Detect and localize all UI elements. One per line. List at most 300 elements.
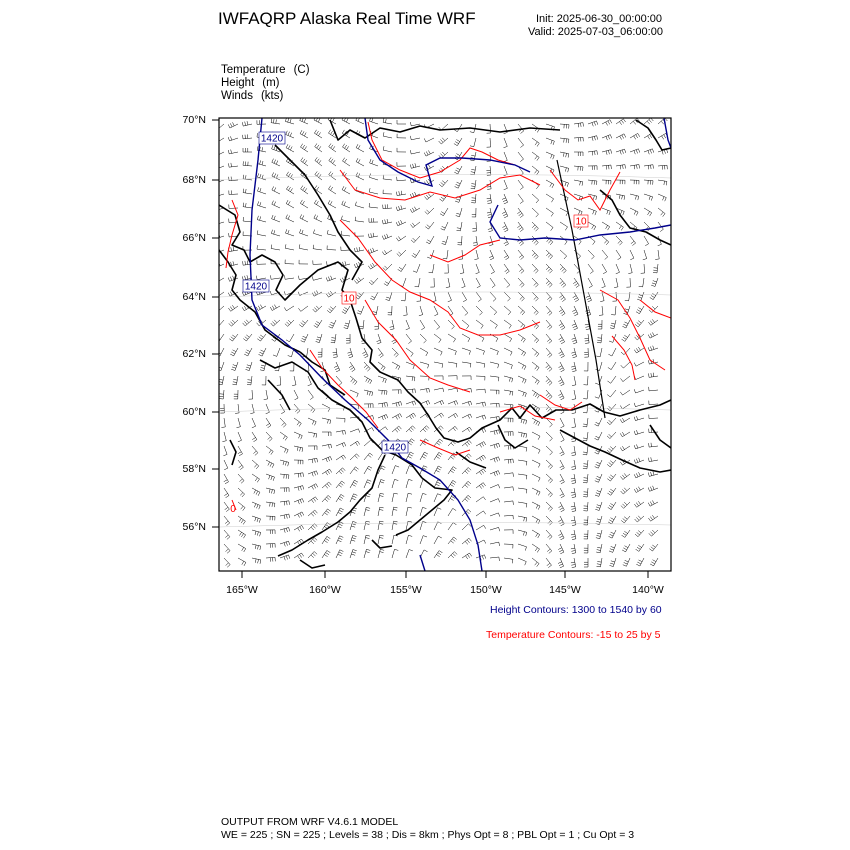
wind-barb <box>644 236 649 246</box>
wind-barb <box>572 320 578 330</box>
wind-barb <box>341 231 350 236</box>
wind-barb <box>224 544 230 553</box>
wind-barb <box>571 544 576 554</box>
wind-barb <box>602 264 607 274</box>
wind-barb <box>243 217 252 222</box>
wind-barb <box>490 376 499 381</box>
wind-barb <box>649 306 658 313</box>
wind-barb <box>266 502 275 507</box>
wind-barb <box>378 521 384 530</box>
wind-barb <box>532 138 539 147</box>
lat-label: 56°N <box>182 521 206 533</box>
wind-barb <box>546 222 553 231</box>
wind-barb <box>634 472 644 478</box>
wind-barb <box>546 446 553 455</box>
wind-barb <box>322 404 330 412</box>
wind-barb <box>368 248 378 254</box>
wind-barb <box>271 320 280 326</box>
wind-barb <box>649 443 658 447</box>
height-contours <box>250 118 671 571</box>
wind-barb <box>430 278 434 287</box>
field-name: Temperature <box>221 64 286 76</box>
wind-barb <box>322 469 332 475</box>
wind-barb <box>224 502 229 512</box>
wind-barb <box>392 466 399 474</box>
wind-barb <box>271 275 281 279</box>
wind-barb <box>420 536 427 544</box>
wind-barb <box>583 432 588 441</box>
wind-barb <box>518 362 526 370</box>
wind-barb <box>602 236 609 245</box>
wind-barb <box>294 525 304 531</box>
wind-barb <box>622 530 630 537</box>
wind-barb <box>648 500 658 506</box>
wind-barb <box>243 334 252 341</box>
wind-barb <box>364 390 373 396</box>
wind-barb <box>229 163 239 167</box>
lat-label: 70°N <box>182 114 206 126</box>
wind-barb <box>560 208 568 216</box>
wind-barb <box>602 250 608 260</box>
wind-barb <box>298 292 308 296</box>
wind-barb <box>413 264 420 272</box>
wind-barb <box>312 276 322 280</box>
wind-barb <box>560 124 569 129</box>
wind-barb <box>602 135 612 141</box>
wind-barb <box>386 292 393 301</box>
wind-barb <box>383 204 392 208</box>
wind-barb <box>292 376 296 386</box>
wind-barb <box>238 432 242 442</box>
wind-barb <box>406 535 412 544</box>
wind-barb <box>383 132 392 138</box>
wind-barb <box>546 516 552 525</box>
wind-barb <box>257 201 266 208</box>
wind-barb <box>546 264 552 273</box>
wind-barb <box>621 502 630 508</box>
wind-barb <box>272 172 280 180</box>
wind-barb <box>434 508 441 516</box>
wind-barb <box>314 320 322 328</box>
wind-barb <box>439 152 448 158</box>
wind-barb <box>532 208 539 217</box>
wind-barb <box>318 348 322 357</box>
wind-barb <box>364 362 370 371</box>
wind-barb <box>238 544 246 552</box>
wind-barb <box>333 348 338 358</box>
wind-barb <box>476 497 486 502</box>
wind-barb <box>286 215 294 222</box>
wind-barb <box>378 415 388 421</box>
wind-barb <box>364 453 373 460</box>
wind-barb <box>558 558 564 568</box>
wind-barb <box>559 320 565 330</box>
wind-barb <box>546 530 552 539</box>
wind-barb <box>439 138 448 144</box>
wind-barb <box>300 214 308 222</box>
wind-barb <box>649 373 659 378</box>
wind-barb <box>546 362 552 371</box>
wind-barb <box>574 137 583 141</box>
wind-barb <box>648 457 658 461</box>
wind-barb <box>266 446 273 455</box>
wind-barb <box>398 264 406 272</box>
wind-barb <box>427 250 434 259</box>
wind-barb <box>532 390 540 398</box>
wind-barb <box>285 244 294 250</box>
wind-barb <box>546 138 554 145</box>
wind-barb <box>308 418 316 425</box>
wind-barb <box>420 493 426 502</box>
wind-barb <box>595 474 602 482</box>
wind-barb <box>286 131 294 138</box>
wind-barb <box>262 376 266 385</box>
wind-barb <box>574 180 583 186</box>
wind-barb <box>440 208 448 216</box>
wind-barb <box>616 134 626 140</box>
wind-barb <box>609 544 616 552</box>
wind-barb <box>434 388 444 392</box>
wind-barb <box>571 348 576 358</box>
wind-barb <box>655 250 659 260</box>
wind-barb <box>518 376 526 383</box>
wind-barb <box>588 121 598 126</box>
wind-barb <box>383 118 392 124</box>
wind-barb <box>448 348 456 355</box>
wind-barb <box>583 446 588 455</box>
wind-barb <box>634 389 644 393</box>
wind-barb <box>336 536 343 544</box>
wind-barb <box>434 320 440 330</box>
wind-barb <box>546 376 552 385</box>
wind-barb <box>574 208 582 215</box>
wind-barb <box>271 119 280 124</box>
wind-barb <box>546 320 552 329</box>
wind-barb <box>257 260 266 264</box>
wind-barb <box>622 334 630 341</box>
wind-barb <box>420 362 429 368</box>
wind-barb <box>504 515 513 519</box>
wind-barb <box>532 194 539 203</box>
wind-barb <box>277 376 281 385</box>
wind-barb <box>518 348 526 356</box>
wind-barb <box>644 208 652 216</box>
wind-barb <box>616 180 625 184</box>
wind-barb <box>326 276 336 281</box>
height-contour-note: Height Contours: 1300 to 1540 by 60 <box>490 604 662 616</box>
lat-label: 62°N <box>182 348 206 360</box>
temperature-contour-note: Temperature Contours: -15 to 25 by 5 <box>486 629 661 641</box>
wind-barb <box>229 320 238 326</box>
wind-barb <box>329 172 336 181</box>
wind-barb <box>560 236 567 245</box>
lat-label: 66°N <box>182 232 206 244</box>
wind-barb <box>370 159 378 166</box>
wind-barb <box>444 264 448 273</box>
wind-barb <box>396 205 406 210</box>
wind-barb <box>489 250 494 260</box>
wind-barb <box>518 306 525 315</box>
wind-barb <box>546 334 552 343</box>
wind-barb <box>257 230 266 236</box>
model-footer-options: WE = 225 ; SN = 225 ; Levels = 38 ; Dis = 8km ; Phys Opt = 8 ; PBL Opt = 1 ; Cu Opt = 3 <box>221 829 635 841</box>
wind-barb <box>571 488 576 498</box>
wind-barb <box>634 487 644 493</box>
wind-barb <box>611 306 616 315</box>
wind-barb <box>626 278 630 287</box>
wind-barb <box>518 180 523 190</box>
wind-barb <box>313 306 322 312</box>
wind-barb <box>599 306 603 315</box>
wind-barb <box>596 530 602 539</box>
height-label: 1420 <box>260 133 284 145</box>
wind-barb <box>462 376 471 380</box>
wind-barb <box>364 507 370 516</box>
wind-barb <box>571 502 576 512</box>
wind-barb <box>258 187 267 194</box>
wind-barb <box>238 558 246 566</box>
wind-barb <box>462 292 467 302</box>
wind-barb <box>546 460 553 469</box>
wind-barb <box>238 474 244 483</box>
wind-barb <box>546 236 553 245</box>
wind-barb <box>272 159 280 166</box>
wind-barb <box>364 404 373 408</box>
wind-barb <box>228 136 238 141</box>
wind-barb <box>312 291 322 297</box>
wind-barb <box>406 320 410 330</box>
wind-barb <box>417 292 421 301</box>
wind-barb <box>434 400 444 405</box>
wind-barb <box>490 292 496 301</box>
wind-barb <box>369 218 378 222</box>
wind-barb <box>412 250 420 258</box>
wind-barb <box>388 306 392 315</box>
wind-barb <box>448 467 456 474</box>
wind-barb <box>280 514 290 519</box>
wind-barb <box>322 482 331 488</box>
wind-barb <box>377 334 382 344</box>
wind-barb <box>573 278 579 288</box>
lon-label: 160°W <box>309 584 341 596</box>
wind-barb <box>229 177 238 181</box>
wind-barb <box>636 558 644 566</box>
wind-barb <box>300 229 309 236</box>
lat-label: 64°N <box>182 291 206 303</box>
wind-barb <box>368 233 378 238</box>
wind-barb <box>490 264 495 274</box>
wind-barb <box>622 544 630 552</box>
wind-barb <box>532 236 538 245</box>
wind-barb <box>392 426 401 432</box>
wind-barb <box>397 177 406 181</box>
wind-barb <box>425 194 435 200</box>
wind-barb <box>584 544 588 553</box>
wind-barb <box>264 390 268 400</box>
wind-barb <box>583 460 588 469</box>
wind-barb <box>490 278 495 288</box>
wind-barb <box>490 513 500 517</box>
wind-barb <box>462 553 472 559</box>
wind-barb <box>504 250 509 260</box>
wind-barb <box>476 348 485 355</box>
wind-barb <box>370 292 378 300</box>
wind-barb <box>434 306 438 316</box>
wind-barb <box>383 175 392 180</box>
wind-barb <box>285 275 295 279</box>
wind-barb <box>607 446 616 453</box>
wind-barb <box>286 144 294 152</box>
wind-barb <box>285 320 294 326</box>
wind-barb <box>584 530 588 539</box>
wind-barb <box>448 480 456 488</box>
wind-barb <box>518 278 524 287</box>
wind-barb <box>490 557 499 561</box>
wind-barb <box>294 499 304 505</box>
wind-barb <box>596 348 602 357</box>
wind-barb <box>300 130 308 138</box>
wind-barb <box>294 486 304 491</box>
wind-barb <box>616 149 626 154</box>
wind-barb <box>249 390 253 399</box>
wind-barb <box>502 194 508 204</box>
wind-barb <box>602 180 611 184</box>
wind-barb <box>546 348 552 357</box>
wind-barb <box>490 443 500 448</box>
init-time: Init: 2025-06-30_00:00:00 <box>536 13 662 25</box>
wind-barb <box>490 348 498 355</box>
wind-barb <box>648 319 658 325</box>
wind-barb <box>588 166 597 170</box>
wind-barb <box>607 432 616 439</box>
wind-barb <box>392 414 402 420</box>
wind-barb <box>401 292 406 301</box>
wind-barb <box>502 222 508 232</box>
wind-barb <box>560 250 567 259</box>
wind-barb <box>476 264 480 274</box>
wind-barb <box>616 264 620 274</box>
wind-barb <box>364 376 372 384</box>
wind-barb <box>532 558 539 567</box>
wind-barb <box>294 512 304 518</box>
wind-barb <box>216 334 224 341</box>
wind-barb <box>622 320 630 328</box>
wind-barb <box>315 157 322 166</box>
wind-barb <box>546 292 552 301</box>
wind-barb <box>462 278 466 288</box>
wind-barb <box>224 516 230 526</box>
wind-barb <box>247 376 252 385</box>
wind-barb <box>411 236 420 243</box>
wind-barb <box>595 502 602 511</box>
wind-barb <box>448 334 456 342</box>
wind-barb <box>257 173 266 180</box>
wind-barb <box>573 292 579 302</box>
wind-barb <box>634 501 644 507</box>
wind-barb <box>476 415 486 420</box>
wind-barb <box>558 376 564 386</box>
wind-barb <box>462 320 469 329</box>
wind-barb <box>490 362 499 368</box>
wind-barb <box>334 362 340 372</box>
wind-barb <box>504 138 508 148</box>
wind-barb <box>448 292 452 302</box>
wind-barb <box>560 404 564 414</box>
wind-barb <box>243 148 252 152</box>
wind-barb <box>518 250 524 260</box>
wind-barb <box>396 191 406 196</box>
field-name: Winds <box>221 90 253 102</box>
wind-barb <box>266 418 271 428</box>
wind-barb <box>266 544 275 548</box>
wind-barb <box>470 138 476 147</box>
wind-barb <box>266 460 274 468</box>
map-title: IWFAQRP Alaska Real Time WRF <box>218 9 476 28</box>
wind-barb <box>429 264 434 273</box>
wind-barb <box>504 306 511 315</box>
wind-barb <box>648 346 658 351</box>
wind-barb <box>434 551 442 558</box>
wind-barb <box>546 278 552 287</box>
wind-barb <box>322 551 330 559</box>
wind-barb <box>232 376 238 385</box>
wind-barb <box>470 166 476 175</box>
wind-barb <box>350 376 357 385</box>
wind-barb <box>546 250 553 259</box>
wind-barb <box>518 320 525 329</box>
wind-barb <box>238 446 243 456</box>
wind-barb <box>502 208 508 218</box>
wind-barb <box>559 362 565 372</box>
wind-barb <box>434 362 443 368</box>
wind-barb <box>504 152 508 162</box>
wind-barb <box>457 222 463 231</box>
wind-barb <box>455 180 462 188</box>
wind-barb <box>224 558 230 567</box>
wind-barb <box>378 362 385 371</box>
wind-barb <box>584 362 588 371</box>
wind-barb <box>234 390 238 399</box>
wind-barb <box>315 171 322 180</box>
wind-barb <box>280 418 286 427</box>
wind-barb <box>458 236 463 245</box>
wind-barb <box>396 220 406 226</box>
wind-barb <box>448 413 458 418</box>
wind-barb <box>620 473 630 479</box>
wind-barb <box>560 488 565 498</box>
wind-barb <box>597 334 602 343</box>
wind-barb <box>487 124 491 133</box>
wind-barb <box>299 320 308 327</box>
wind-barb <box>517 208 523 218</box>
wind-barb <box>532 488 540 496</box>
wind-barb <box>369 278 378 285</box>
wind-barb <box>634 458 644 464</box>
wind-barb <box>406 466 413 474</box>
wind-barb <box>327 230 336 236</box>
wind-barb <box>504 390 513 396</box>
wind-barb <box>350 467 359 474</box>
wind-barb <box>472 222 476 231</box>
wind-barb <box>235 404 239 413</box>
wind-barb <box>462 524 471 530</box>
wind-barb <box>456 208 462 217</box>
wind-barb <box>219 390 224 399</box>
wind-barb <box>273 348 280 356</box>
wind-barb <box>364 521 370 530</box>
wind-barb <box>280 555 290 560</box>
wind-barb <box>586 292 592 302</box>
